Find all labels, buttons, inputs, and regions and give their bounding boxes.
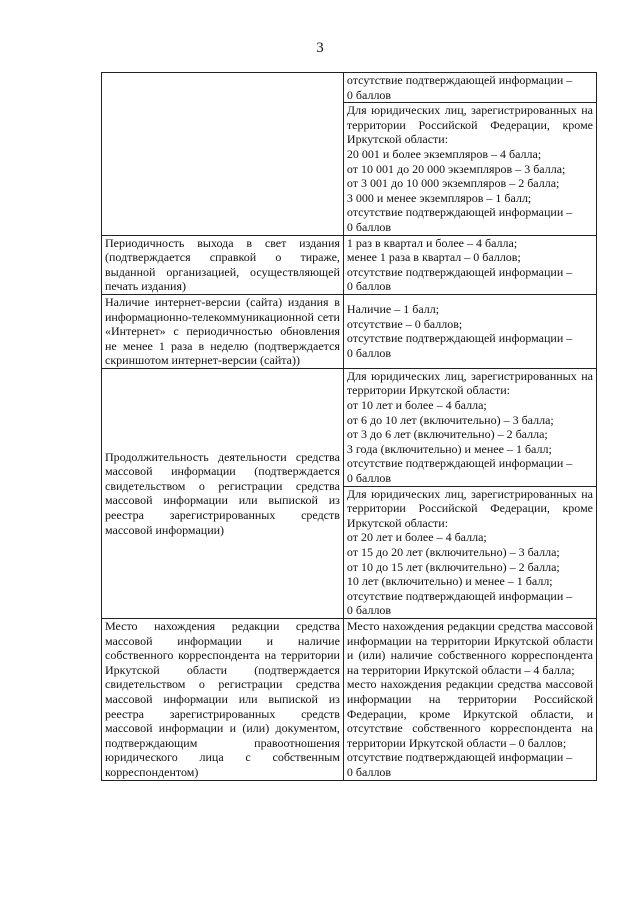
criterion-text: Наличие интернет-версии (сайта) издания в информационно-телекоммуникационной сети «Интернет» с периодичностью обновления не менее 1 раза в неделю (подтверждается скриншотом интернет-версии (сайта)) (105, 294, 340, 368)
scores-cell (343, 235, 596, 294)
score-line: отсутствие подтверждающей информации – (346, 205, 573, 220)
score-group (344, 487, 596, 618)
score-line: отсутствие подтверждающей информации – (346, 750, 573, 765)
score-line: 0 баллов (346, 219, 392, 234)
score-line: 0 баллов (346, 279, 392, 294)
score-line: 20 001 и более экземпляров – 4 балла; (346, 146, 542, 161)
criterion-cell (102, 368, 344, 618)
score-group (344, 103, 596, 234)
score-line: от 10 до 15 лет (включительно) – 2 балла; (346, 559, 560, 574)
score-line: отсутствие – 0 баллов; (346, 316, 463, 331)
score-line: от 10 лет и более – 4 балла; (346, 398, 487, 413)
score-line: Для юридических лиц, зарегистрированных на территории Иркутской области: (346, 368, 593, 398)
score-line: 10 лет (включительно) и менее – 1 балл; (346, 574, 553, 589)
criterion-cell (102, 294, 344, 368)
score-line: 0 баллов (346, 345, 392, 360)
score-line: Для юридических лиц, зарегистрированных на территории Российской Федерации, кроме Иркутской области: (346, 486, 593, 530)
scores-cell (343, 368, 596, 618)
scores-cell (343, 73, 596, 236)
criterion-text: Периодичность выхода в свет издания (подтверждается справкой о тираже, выданной организацией, осуществляющей печать издания) (105, 235, 340, 294)
criterion-cell (102, 73, 344, 236)
scores-cell (343, 618, 596, 780)
score-line: 0 баллов (346, 471, 392, 486)
score-line: отсутствие подтверждающей информации – (346, 73, 573, 87)
score-line: отсутствие подтверждающей информации – (346, 588, 573, 603)
score-line: от 3 001 до 10 000 экземпляров – 2 балла; (346, 176, 560, 191)
table-row (102, 294, 597, 368)
score-line: менее 1 раза в квартал – 0 баллов; (346, 250, 521, 265)
score-group (344, 369, 596, 487)
score-line: 3 года (включительно) и менее – 1 балл; (346, 441, 552, 456)
table-row (102, 73, 597, 236)
criteria-table (101, 72, 597, 781)
score-line: от 10 001 до 20 000 экземпляров – 3 балла; (346, 161, 566, 176)
score-line: от 3 до 6 лет (включительно) – 2 балла; (346, 427, 548, 442)
criterion-cell (102, 618, 344, 780)
criterion-text: Продолжительность деятельности средства массовой информации (подтверждается свидетельством о регистрации средства массовой информации или выпиской из реестра зарегистрированных средств массовой информации) (105, 449, 340, 537)
score-line: от 6 до 10 лет (включительно) – 3 балла; (346, 412, 554, 427)
score-line: 0 баллов (346, 87, 392, 102)
criterion-cell (102, 235, 344, 294)
score-group (344, 73, 596, 103)
score-line: отсутствие подтверждающей информации – (346, 456, 573, 471)
table-row (102, 618, 597, 780)
score-line: Наличие – 1 балл; (346, 302, 440, 317)
score-line: место нахождения редакции средства массовой информации на территории Российской Федерации, кроме Иркутской области, и отсутствие собственного корреспондента на территории Иркутской области – 0 баллов; (346, 677, 593, 750)
criterion-text: Место нахождения редакции средства массовой информации и наличие собственного корреспондента на территории Иркутской области (подтверждается свидетельством о регистрации средства массовой информации или выпиской из реестра зарегистрированных средств массовой информации и (или) документом, подтверждающим правоотношения юридического лица с собственным корреспондентом) (105, 618, 340, 779)
score-line: 3 000 и менее экземпляров – 1 балл; (346, 190, 532, 205)
score-line: 1 раз в квартал и более – 4 балла; (346, 235, 518, 250)
score-line: от 15 до 20 лет (включительно) – 3 балла; (346, 545, 560, 559)
page-number: 3 (316, 40, 324, 56)
table-row (102, 368, 597, 618)
score-line: от 20 лет и более – 4 балла; (346, 530, 487, 545)
score-line: 0 баллов (346, 603, 392, 618)
score-line: отсутствие подтверждающей информации – (346, 331, 573, 346)
score-line: отсутствие подтверждающей информации – (346, 264, 573, 279)
score-line: Место нахождения редакции средства массовой информации на территории Иркутской области и (или) наличие собственного корреспондента на территории Иркутской области – 4 балла; (346, 618, 593, 677)
scores-cell (343, 294, 596, 368)
score-line: Для юридических лиц, зарегистрированных на территории Российской Федерации, кроме Иркутской области: (346, 103, 593, 147)
score-line: 0 баллов (346, 764, 392, 779)
table-row (102, 235, 597, 294)
